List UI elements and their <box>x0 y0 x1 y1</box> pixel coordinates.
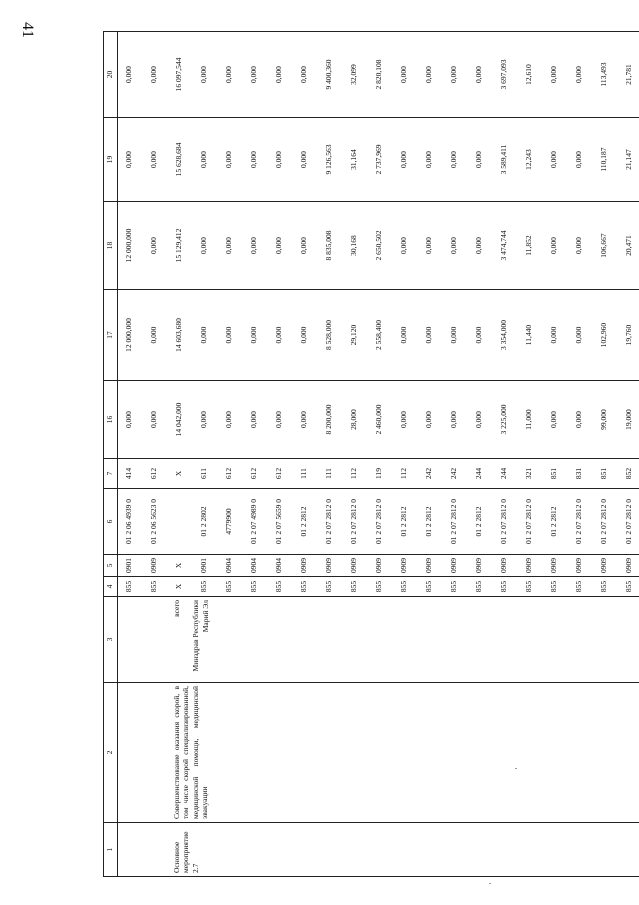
cell-19: 2 737,969 <box>372 118 397 202</box>
cell-16: 0,000 <box>547 381 572 459</box>
cell-17: 0,000 <box>397 290 422 381</box>
cell-18: 12 000,000 <box>122 202 147 290</box>
cell-6 <box>172 489 197 555</box>
cell-7: 612 <box>272 459 297 489</box>
cell-4: 855 <box>272 577 297 597</box>
cell-17: 0,000 <box>222 290 247 381</box>
cell-6: 01 2 07 2812 0 <box>597 489 622 555</box>
cell-5: 0909 <box>347 555 372 577</box>
cell-18: 0,000 <box>197 202 222 290</box>
cell-6: 01 2 06 4939 0 <box>122 489 147 555</box>
cell-4: 855 <box>397 577 422 597</box>
cell-6: 01 2 07 5659 0 <box>272 489 297 555</box>
cell-16: 0,000 <box>572 381 597 459</box>
cell-19: 9 126,563 <box>322 118 347 202</box>
cell-18: 8 835,008 <box>322 202 347 290</box>
cell-6: 01 2 07 2812 0 <box>622 489 639 555</box>
cell-4: 855 <box>522 577 547 597</box>
cell-16: 0,000 <box>122 381 147 459</box>
cell-4: 855 <box>622 577 639 597</box>
cell-20: 0,000 <box>147 32 172 118</box>
cell-16: 14 042,000 <box>172 381 197 459</box>
cell-4: 855 <box>147 577 172 597</box>
cell-20: 9 400,360 <box>322 32 347 118</box>
cell-7: 414 <box>122 459 147 489</box>
col-header-3: 3 <box>104 597 118 683</box>
cell-4: 855 <box>372 577 397 597</box>
cell-18: 0,000 <box>547 202 572 290</box>
cell-5: 0909 <box>447 555 472 577</box>
cell-17: 0,000 <box>547 290 572 381</box>
cell-16: 0,000 <box>297 381 322 459</box>
cell-6: 01 2 07 2812 0 <box>572 489 597 555</box>
col-header-18: 18 <box>104 202 118 290</box>
cell-19: 0,000 <box>247 118 272 202</box>
cell-16: 8 200,000 <box>322 381 347 459</box>
cell-18: 30,168 <box>347 202 372 290</box>
cell-19: 0,000 <box>397 118 422 202</box>
cell-7: 851 <box>547 459 572 489</box>
cell-19: 0,000 <box>297 118 322 202</box>
cell-19: 3 589,411 <box>497 118 522 202</box>
cell-4: 855 <box>247 577 272 597</box>
cell-19: 0,000 <box>547 118 572 202</box>
cell-19: 0,000 <box>197 118 222 202</box>
cell-20: 12,610 <box>522 32 547 118</box>
cell-7: 112 <box>397 459 422 489</box>
cell-19: 31,164 <box>347 118 372 202</box>
cell-4: 855 <box>447 577 472 597</box>
col-header-20: 20 <box>104 32 118 118</box>
cell-5: 0904 <box>247 555 272 577</box>
cell-17: 0,000 <box>272 290 297 381</box>
scan-speck <box>515 768 517 769</box>
cell-19: 0,000 <box>572 118 597 202</box>
col-header-4: 4 <box>104 577 118 597</box>
cell-5: 0909 <box>622 555 639 577</box>
cell-16: 0,000 <box>272 381 297 459</box>
cell-5: 0909 <box>572 555 597 577</box>
cell-17: 0,000 <box>147 290 172 381</box>
cell-18: 0,000 <box>247 202 272 290</box>
cell-6: 01 2 2812 <box>422 489 447 555</box>
cell-17: 0,000 <box>572 290 597 381</box>
cell-7: 831 <box>572 459 597 489</box>
cell-18: 11,852 <box>522 202 547 290</box>
cell-6: 01 2 06 5623 0 <box>147 489 172 555</box>
cell-19: 0,000 <box>222 118 247 202</box>
cell-4: 855 <box>572 577 597 597</box>
cell-18: 0,000 <box>472 202 497 290</box>
cell-18: 0,000 <box>397 202 422 290</box>
cell-5: 0901 <box>197 555 222 577</box>
cell-20: 0,000 <box>222 32 247 118</box>
cell-18: 0,000 <box>447 202 472 290</box>
cell-5: 0909 <box>547 555 572 577</box>
cell-20: 0,000 <box>422 32 447 118</box>
cell-17: 0,000 <box>247 290 272 381</box>
cell-20: 0,000 <box>247 32 272 118</box>
col-header-5: 5 <box>104 555 118 577</box>
cell-5: 0909 <box>297 555 322 577</box>
col-header-16: 16 <box>104 381 118 459</box>
cell-20: 21,781 <box>622 32 639 118</box>
cell-18: 2 650,502 <box>372 202 397 290</box>
cell-6: 01 2 07 4989 0 <box>247 489 272 555</box>
cell-16: 0,000 <box>472 381 497 459</box>
cell-6: 01 2 2812 <box>472 489 497 555</box>
cell-5: 0909 <box>147 555 172 577</box>
scan-speck <box>489 883 491 884</box>
cell-18: 3 474,744 <box>497 202 522 290</box>
cell-17: 12 000,000 <box>122 290 147 381</box>
cell-4: 855 <box>222 577 247 597</box>
cell-7: 244 <box>472 459 497 489</box>
cell-6: 4779900 <box>222 489 247 555</box>
cell-4: 855 <box>297 577 322 597</box>
cell-6: 01 2 07 2812 0 <box>347 489 372 555</box>
cell-16: 0,000 <box>222 381 247 459</box>
cell-20: 0,000 <box>297 32 322 118</box>
col-header-19: 19 <box>104 118 118 202</box>
cell-18: 0,000 <box>272 202 297 290</box>
cell-16: 11,000 <box>522 381 547 459</box>
col-header-7: 7 <box>104 459 118 489</box>
cell-20: 0,000 <box>197 32 222 118</box>
cell-16: 0,000 <box>422 381 447 459</box>
cell-4: 855 <box>422 577 447 597</box>
cell-5: 0909 <box>597 555 622 577</box>
cell-6: 01 2 2812 <box>547 489 572 555</box>
cell-4: 855 <box>597 577 622 597</box>
cell-5: 0909 <box>372 555 397 577</box>
cell-20: 0,000 <box>122 32 147 118</box>
cell-7: 244 <box>497 459 522 489</box>
cell-19: 0,000 <box>472 118 497 202</box>
cell-4: 855 <box>472 577 497 597</box>
cell-16: 0,000 <box>147 381 172 459</box>
cell-7: Х <box>172 459 197 489</box>
cell-17: 0,000 <box>297 290 322 381</box>
cell-16: 28,000 <box>347 381 372 459</box>
cell-18: 0,000 <box>222 202 247 290</box>
cell-17: 14 603,680 <box>172 290 197 381</box>
cell-18: 15 129,412 <box>172 202 197 290</box>
cell-7: 119 <box>372 459 397 489</box>
cell-5: Х <box>172 555 197 577</box>
cell-4: 855 <box>197 577 222 597</box>
table-body <box>118 32 639 877</box>
cell-19: 0,000 <box>147 118 172 202</box>
cell-4: 855 <box>322 577 347 597</box>
cell-6: 01 2 07 2812 0 <box>372 489 397 555</box>
cell-5: 0909 <box>397 555 422 577</box>
cell-19: 0,000 <box>447 118 472 202</box>
responsible-cell <box>122 597 639 683</box>
activity-description-cell: Совершенствование оказания скорой, в том числе скорой специализированной, медицинской помощи, медицинской эвакуации <box>122 683 639 823</box>
cell-6: 01 2 07 2812 0 <box>522 489 547 555</box>
cell-17: 19,760 <box>622 290 639 381</box>
cell-6: 01 2 07 2812 0 <box>447 489 472 555</box>
ministry-label: Минздрав Республики Марий Эл <box>191 600 210 672</box>
cell-5: 0909 <box>322 555 347 577</box>
cell-20: 113,493 <box>597 32 622 118</box>
cell-17: 8 528,000 <box>322 290 347 381</box>
cell-7: 112 <box>347 459 372 489</box>
cell-19: 0,000 <box>422 118 447 202</box>
cell-4: 855 <box>347 577 372 597</box>
cell-5: 0904 <box>272 555 297 577</box>
cell-17: 0,000 <box>472 290 497 381</box>
cell-16: 99,000 <box>597 381 622 459</box>
cell-20: 0,000 <box>272 32 297 118</box>
budget-table <box>103 31 639 877</box>
cell-5: 0909 <box>472 555 497 577</box>
cell-6: 01 2 07 2812 0 <box>322 489 347 555</box>
col-header-17: 17 <box>104 290 118 381</box>
activity-name-cell: Основное мероприятие 2.7 <box>122 823 639 877</box>
cell-18: 106,667 <box>597 202 622 290</box>
cell-7: 242 <box>447 459 472 489</box>
cell-16: 0,000 <box>197 381 222 459</box>
cell-16: 3 225,000 <box>497 381 522 459</box>
cell-17: 3 354,000 <box>497 290 522 381</box>
cell-17: 11,440 <box>522 290 547 381</box>
cell-17: 0,000 <box>422 290 447 381</box>
cell-19: 12,243 <box>522 118 547 202</box>
cell-7: 612 <box>222 459 247 489</box>
cell-19: 15 628,684 <box>172 118 197 202</box>
cell-6: 01 2 2802 <box>197 489 222 555</box>
cell-5: 0909 <box>497 555 522 577</box>
total-label: всего <box>172 600 181 617</box>
cell-17: 29,120 <box>347 290 372 381</box>
cell-4: 855 <box>122 577 147 597</box>
page-number: 41 <box>19 22 36 38</box>
cell-20: 16 097,544 <box>172 32 197 118</box>
cell-19: 21,147 <box>622 118 639 202</box>
cell-7: 612 <box>147 459 172 489</box>
column-number-row <box>104 32 118 877</box>
cell-18: 20,471 <box>622 202 639 290</box>
cell-20: 32,099 <box>347 32 372 118</box>
cell-17: 2 558,400 <box>372 290 397 381</box>
cell-16: 2 460,000 <box>372 381 397 459</box>
cell-16: 0,000 <box>447 381 472 459</box>
cell-7: 111 <box>297 459 322 489</box>
cell-20: 0,000 <box>397 32 422 118</box>
cell-17: 0,000 <box>447 290 472 381</box>
cell-19: 110,187 <box>597 118 622 202</box>
cell-16: 19,000 <box>622 381 639 459</box>
col-header-6: 6 <box>104 489 118 555</box>
cell-17: 0,000 <box>197 290 222 381</box>
cell-5: 0909 <box>522 555 547 577</box>
cell-18: 0,000 <box>572 202 597 290</box>
cell-20: 3 697,093 <box>497 32 522 118</box>
cell-17: 102,960 <box>597 290 622 381</box>
col-header-1: 1 <box>104 823 118 877</box>
cell-7: 242 <box>422 459 447 489</box>
cell-7: 321 <box>522 459 547 489</box>
cell-19: 0,000 <box>122 118 147 202</box>
cell-19: 0,000 <box>272 118 297 202</box>
cell-7: 852 <box>622 459 639 489</box>
cell-6: 01 2 07 2812 0 <box>497 489 522 555</box>
cell-4: Х <box>172 577 197 597</box>
cell-16: 0,000 <box>247 381 272 459</box>
cell-7: 851 <box>597 459 622 489</box>
cell-6: 01 2 2812 <box>397 489 422 555</box>
cell-6: 01 2 2812 <box>297 489 322 555</box>
cell-7: 111 <box>322 459 347 489</box>
cell-5: 0909 <box>422 555 447 577</box>
cell-20: 0,000 <box>572 32 597 118</box>
cell-20: 0,000 <box>447 32 472 118</box>
cell-18: 0,000 <box>147 202 172 290</box>
cell-7: 611 <box>197 459 222 489</box>
cell-5: 0904 <box>222 555 247 577</box>
cell-18: 0,000 <box>297 202 322 290</box>
cell-4: 855 <box>497 577 522 597</box>
cell-4: 855 <box>547 577 572 597</box>
cell-20: 2 820,108 <box>372 32 397 118</box>
cell-20: 0,000 <box>547 32 572 118</box>
col-header-2: 2 <box>104 683 118 823</box>
cell-20: 0,000 <box>472 32 497 118</box>
cell-5: 0901 <box>122 555 147 577</box>
cell-16: 0,000 <box>397 381 422 459</box>
cell-7: 612 <box>247 459 272 489</box>
cell-18: 0,000 <box>422 202 447 290</box>
table-row <box>122 32 147 877</box>
